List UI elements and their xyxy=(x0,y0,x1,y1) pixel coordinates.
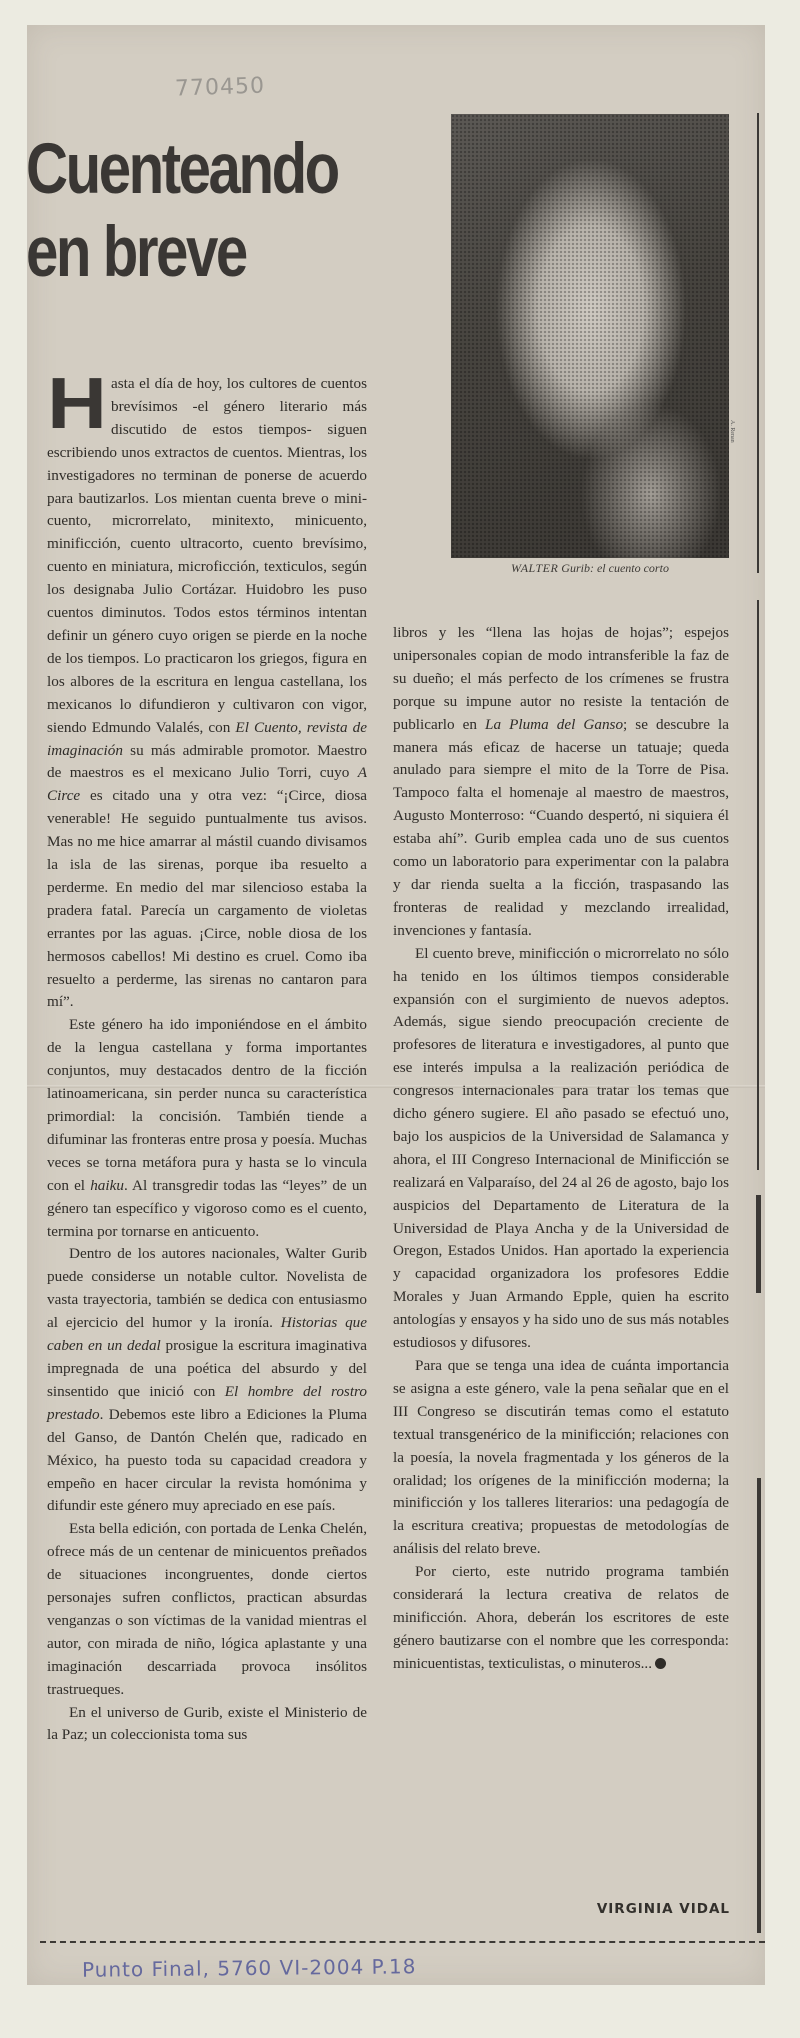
paragraph-text: es citado una y otra vez: “¡Circe, diosa venerable! He seguido puntualmente tus avisos. Mas no me hice amarrar al mástil cuando divisamos la isla de las sirenas, porque iba resuelto a perderme. En medio del mar silencioso estaba la pradera fatal. Parecía un cargamento de violetas errantes por las aguas. ¡Circe, noble diosa de los hermosos cabellos! Mi destino es cruel. Como iba resuelto a perderme, las sirenas no cantaron para mí”. xyxy=(47,787,367,1011)
paragraph-text: . Al transgredir todas las “leyes” de un género tan específico y vigoroso como es el cuento, termina por tornarse en anticuento. xyxy=(47,1176,368,1240)
photo-credit: A. Renan xyxy=(729,420,735,443)
italic-title: A Circe xyxy=(47,764,367,805)
article-paragraph xyxy=(393,1355,729,1561)
column-rule-thick xyxy=(756,1195,761,1293)
italic-title: El hombre del rostro prestado xyxy=(47,1382,367,1423)
drop-cap: H xyxy=(47,364,107,444)
column-rule xyxy=(757,600,759,1170)
paragraph-text: Para que se tenga una idea de cuánta importancia se asigna a este género, vale la pena señalar que en el III Congreso se discutirán temas como el estatuto textual transgenérico de la minificción; relaciones con la poesía, la novela fragmentada y los géneros de la oralidad; los orígenes de la minificción moderna; la minificción y los talleres literarios: una pedagogía de la escritura creativa; propuestas de metodologías de análisis del relato breve. xyxy=(393,1357,729,1558)
paragraph-text: . Debemos este libro a Ediciones la Pluma del Ganso, de Dantón Chelén que, radicado en México, ha puesto toda su capacidad creadora y empeño en hacer circular la revista homónima y difundir este género muy apreciado en ese país. xyxy=(47,1405,367,1515)
end-of-article-mark-icon xyxy=(655,1658,666,1669)
italic-title: La Pluma del Ganso xyxy=(485,715,624,733)
article-paragraph xyxy=(47,364,367,1014)
paragraph-text: prosigue la escritura imaginativa impregnada de una poética del absurdo y del sinsentido que inició con xyxy=(47,1337,367,1400)
paragraph-text: su más admirable promotor. Maestro de maestros es el mexicano Julio Torri, cuyo xyxy=(47,741,367,782)
paragraph-text: Este género ha ido imponiéndose en el ámbito de la lengua castellana y forma importantes conjuntos, muy destacados dentro de la ficción latinoamericana, sin perder nunca su característica primordial: la concisión. También tiende a difuminar las fronteras entre prosa y poesía. Muchas veces se torna metáfora pura y hasta se lo vincula con el xyxy=(47,1016,367,1194)
headline-line-1: Cuenteando xyxy=(26,130,338,209)
article-column-right xyxy=(393,622,729,1676)
headline-line-2: en breve xyxy=(26,213,246,292)
author-portrait-photo xyxy=(451,114,729,558)
article-paragraph xyxy=(47,1014,367,1243)
left-column-body xyxy=(47,364,368,1747)
paragraph-text: ; se descubre la manera más eficaz de hacerse un tatuaje; queda anulado para siempre el mito de la Torre de Pisa. Tampoco falta el homenaje al maestro de maestros, Augusto Monterroso: “Cuando despertó, ni siquiera él estaba ahí”. Gurib emplea cada uno de sus cuentos como un laboratorio para experimentar con la palabra y dar rienda suelta a la ficción, traspasando las fronteras de realidad y mezclando irrealidad, invenciones y fantasía. xyxy=(393,715,729,939)
paragraph-text: Por cierto, este nutrido programa también considerará la lectura creativa de relatos de minificción. Ahora, deberán los escritores de este género bautizarse con el nombre que les corresponda: minicuentistas, texticulistas, o minuteros... xyxy=(393,1563,729,1672)
paragraph-text: En el universo de Gurib, existe el Ministerio de la Paz; un coleccionista toma sus xyxy=(47,1703,367,1744)
right-column-body xyxy=(393,622,729,1676)
italic-title: Historias que caben en un dedal xyxy=(47,1314,367,1355)
article-paragraph xyxy=(393,943,729,1355)
paragraph-text: asta el día de hoy, los cultores de cuentos brevísimos -el género literario más discutido de estos tiempos- siguen escribiendo unos extractos de cuentos. Mientras, los investigadores no terminan de ponerse de acuerdo para bautizarlos. Los mientan cuenta breve o minicuento, microrrelato, minitexto, minicuento, minificción, cuento ultracorto, cuento brevísimo, cuento en miniatura, microficción, texticulos, según los designaba Julio Cortázar. Huidobro les puso cuentos diminutos. Todos estos términos intentan definir un género cuyo origen se pierde en la noche de los tiempos. Lo practicaron los griegos, figura en los albores de la escritura en lengua castellana, los mexicanos lo difundieron y cultivaron con vigor, siendo Edmundo Valalés, con xyxy=(47,375,367,736)
paragraph-text: Dentro de los autores nacionales, Walter Gurib puede considerse un notable cultor. Novelista de vasta trayectoria, también se dedica con entusiasmo al ejercicio del humor y la ironía. xyxy=(47,1245,367,1332)
article-paragraph xyxy=(47,1243,367,1518)
article-column-left xyxy=(47,364,368,1747)
paragraph-text: El cuento breve, minificción o microrrelato no sólo ha tenido en los últimos tiempos considerable expansión con el surgimiento de nuevos adeptos. Además, sigue siendo preocupación creciente de profesores de literatura e investigadores, al punto que ese interés impulsa a la realización periódica de congresos internacionales para tratar los temas que dicho género sugiere. El año pasado se efectuó uno, bajo los auspicios de la Universidad de Salamanca y ahora, el III Congreso Internacional de Minificción se realizará en Valparaíso, del 24 al 26 de agosto, bajo los auspicios del Departamento de Literatura de la Universidad de Playa Ancha y de la Universidad de Oregon, Estados Unidos. Han aportado la experiencia y capacidad organizadora los profesores Eddie Morales y Juan Armando Epple, quien ha escrito antologías y ensayos y ha sido uno de sus más notables estudiosos y difusores. xyxy=(393,944,729,1352)
headline xyxy=(26,128,338,294)
column-rule xyxy=(757,113,759,573)
paragraph-text: libros y les “llena las hojas de hojas”; espejos unipersonales copian de modo intransferible la faz de su dueño; el más perfecto de los crímenes se frustra porque su impune autor no resiste la tentación de publicarlo en xyxy=(393,624,729,733)
article-paragraph xyxy=(393,1561,729,1676)
photo-caption xyxy=(451,561,729,576)
author-byline: VIRGINIA VIDAL xyxy=(596,1901,730,1917)
paragraph-text: Esta bella edición, con portada de Lenka Chelén, ofrece más de un centenar de minicuentos preñados de situaciones incongruentes, donde ciertos personajes sufren conflictos, practican absurdas venganzas o son víctimas de la vanidad mientras el autor, con mirada de niño, lógica aplastante y una imaginación descarriada provoca insólitos trastrueques. xyxy=(47,1520,367,1698)
column-rule-thick xyxy=(757,1478,761,1933)
article-paragraph xyxy=(47,1518,367,1701)
handwritten-source-note: Punto Final, 5760 VI-2004 P.18 xyxy=(81,1954,417,1982)
caption-text: Gurib: el cuento corto xyxy=(561,561,669,575)
italic-title: haiku xyxy=(90,1176,124,1194)
article-paragraph xyxy=(47,1702,367,1748)
article-paragraph xyxy=(393,622,729,943)
cut-line-divider xyxy=(40,1941,765,1943)
caption-name: WALTER xyxy=(511,561,559,575)
italic-title: El Cuento, revista de imaginación xyxy=(47,718,367,759)
archive-number-stamp: 770450 xyxy=(174,73,266,102)
